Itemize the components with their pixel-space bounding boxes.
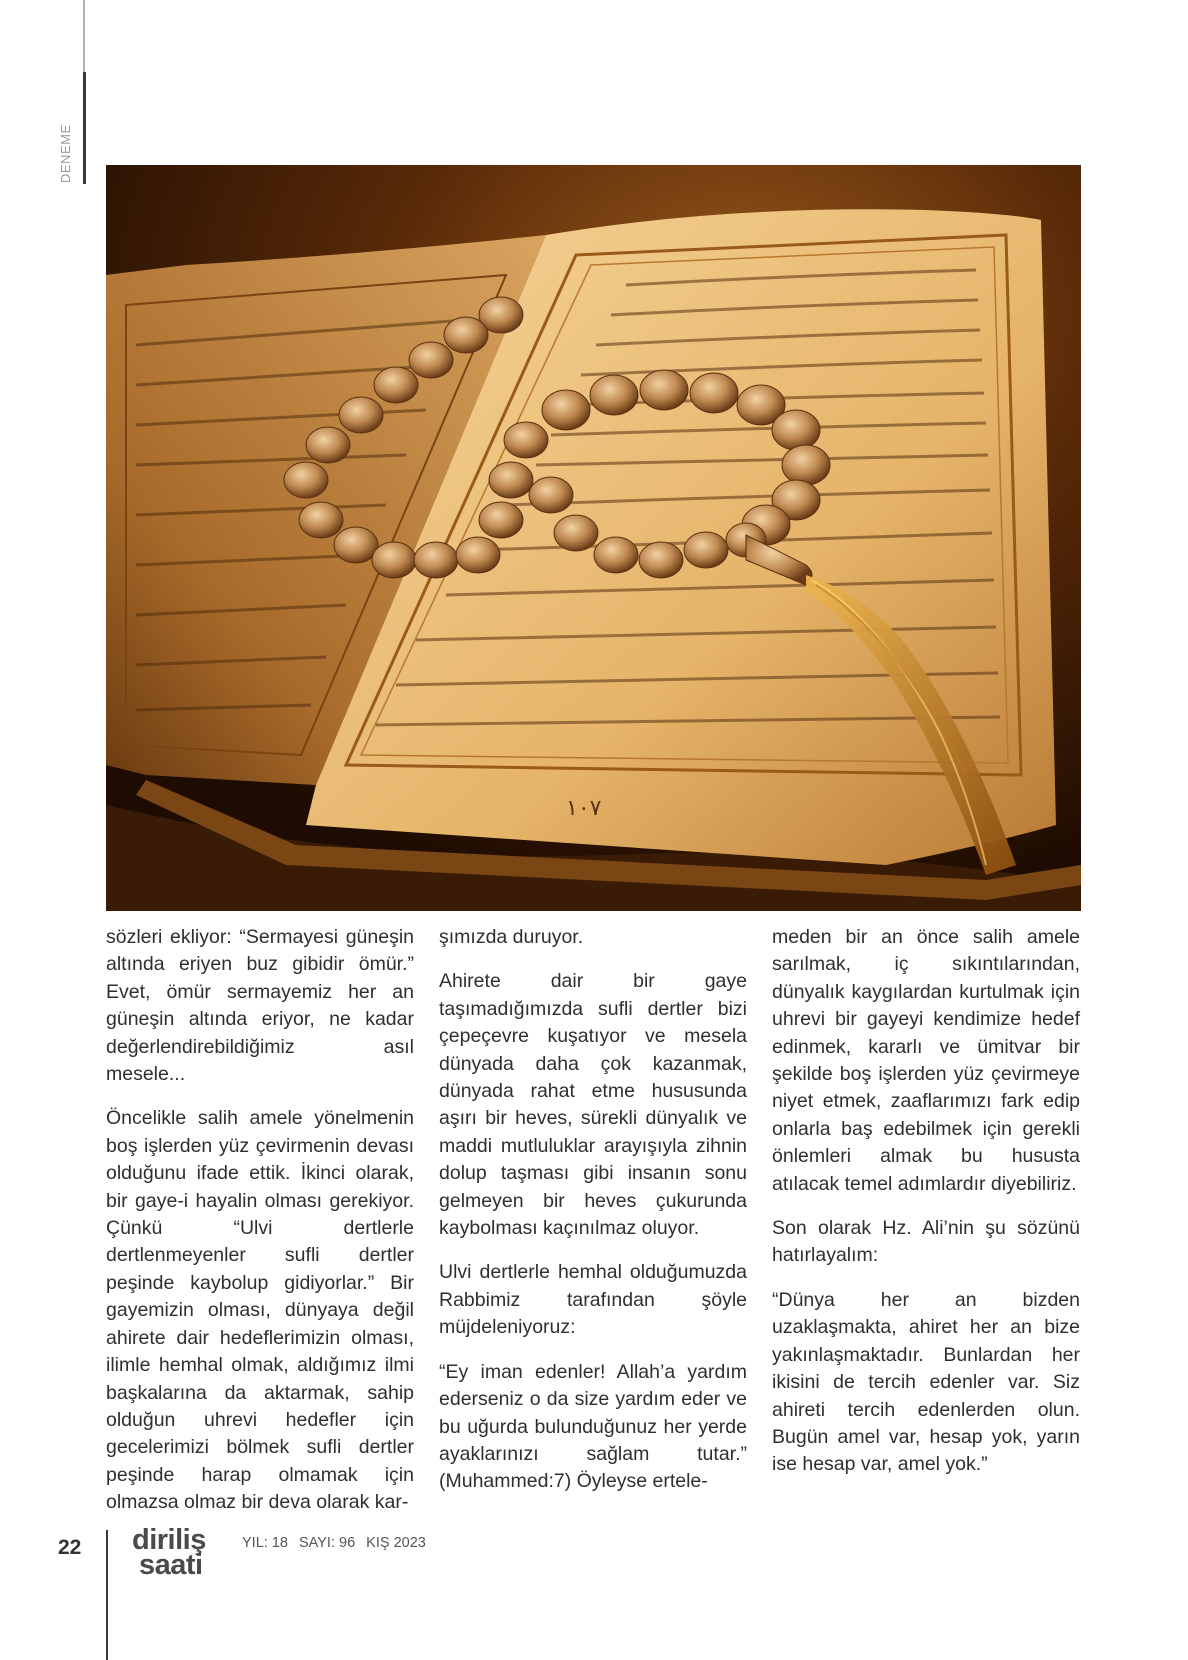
- paragraph: “Dünya her an bizden uzaklaşmakta, ahiret her an bize yakınlaşmaktadır. Bunlardan her ikisini de tercih edenler var. Siz ahireti tercih edenlerden olun. Bugün amel var, hesap yok, yarın ise hesap var, amel yok.”: [772, 1288, 1080, 1476]
- book-page-number: ١٠٧: [566, 796, 602, 821]
- quran-illustration: [106, 165, 1081, 911]
- issue-number: SAYI: 96: [298, 1535, 356, 1551]
- section-rule: [83, 72, 86, 184]
- paragraph: sözleri ekliyor: “Sermayesi güneşin altında eriyen buz gibidir ömür.” Evet, ömür sermayemiz her an güneşin altında eriyor, ne kadar değerlendirebildiğimiz asıl mesele...: [106, 926, 414, 1086]
- text-column-1: [106, 924, 414, 1534]
- paragraph: “Ey iman edenler! Allah’a yardım ederseniz o da size yardım eder ve bu uğurda bulunduğunuz her yerde ayaklarınızı sağlam tutar.” (Muhammed:7) Öyleyse ertele-: [439, 1360, 747, 1493]
- quran-photo: [106, 165, 1081, 911]
- paragraph: Ulvi dertlerle hemhal olduğumuzda Rabbimiz tarafından şöyle müjdeleniyoruz:: [439, 1261, 747, 1339]
- logo-line-2: saati: [139, 1549, 203, 1581]
- section-label: DENEME: [58, 124, 73, 183]
- paragraph: Ahirete dair bir gaye taşımadığımızda sufli dertler bizi çepeçevre kuşatıyor ve mesela dünyada daha çok kazanmak, dünyada rahat etme hususunda aşırı bir heves, sürekli dünyalık ve maddi mutluluklar arayışıyla zihnin dolup taşması gibi insanın sonu gelmeyen bir heves çukurunda kaybolması kaçınılmaz oluyor.: [439, 970, 747, 1240]
- paragraph: Son olarak Hz. Ali’nin şu sözünü hatırlayalım:: [772, 1217, 1080, 1267]
- top-vertical-rule: [83, 0, 85, 72]
- text-column-3: [772, 924, 1080, 1496]
- page-number: 22: [58, 1536, 82, 1559]
- paragraph: Öncelikle salih amele yönelmenin boş işlerden yüz çevirmenin devası olduğunu ifade ettik. İkinci olarak, bir gaye-i hayalin olması gerekiyor. Çünkü “Ulvi dertlerle dertlenmeyenler sufli dertler peşinde kaybolup gidiyorlar.” Bir gayemizin olması, dünyaya değil ahirete dair hedeflerimizin olması, ilimle hemhal olmak, aldığımız ilmi başkalarına da aktarmak, sahip olduğun uhrevi hedefler için gecelerimizi bölmek sufli dertler peşinde harap olmamak için olmazsa olmaz bir deva olarak kar-: [106, 1107, 414, 1514]
- issue-info: [242, 1535, 433, 1551]
- magazine-logo: [132, 1524, 224, 1581]
- text-column-2: [439, 924, 747, 1513]
- footer-vertical-rule: [106, 1530, 108, 1660]
- issue-season: KIŞ 2023: [366, 1535, 426, 1551]
- paragraph: şımızda duruyor.: [439, 926, 584, 948]
- logo-line-1: diriliş: [132, 1524, 206, 1556]
- paragraph: meden bir an önce salih amele sarılmak, iç sıkıntılarından, dünyalık kaygılardan kurtulmak için uhrevi bir gayeyi kendimize hedef edinmek, kararlı ve ümitvar bir şekilde boş işlerden yüz çevirmeye niyet etmek, zaaflarımızı fark edip onlarla baş edebilmek için gerekli önlemleri almak bu hususta atılacak temel adımlardır diyebiliriz.: [772, 926, 1080, 1195]
- issue-year: YIL: 18: [242, 1535, 288, 1551]
